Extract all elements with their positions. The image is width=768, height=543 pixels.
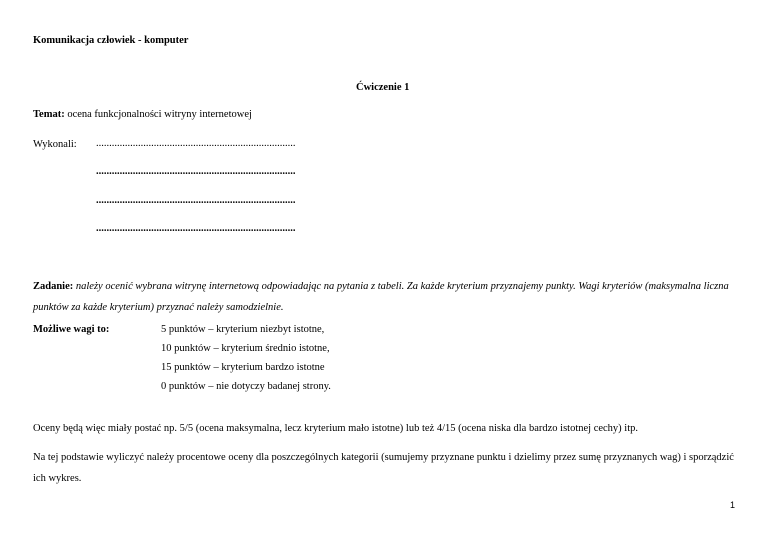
basis-paragraph: Na tej podstawie wyliczyć należy procentowe oceny dla poszczególnych kategorii (sumujemy przyznane punktu i dzielimy przez sumę przyznanych wag) i sporządzić ich wykres. — [33, 452, 734, 484]
topic-label: Temat: — [33, 109, 65, 120]
author-line-4: ............................................................................ — [96, 223, 296, 234]
author-line-2: ............................................................................ — [96, 166, 296, 177]
topic-text: ocena funkcjonalności witryny internetowej — [64, 109, 252, 120]
author-line-3: ............................................................................ — [96, 195, 296, 206]
task-text: należy ocenić wybrana witrynę internetową odpowiadając na pytania z tabeli. Za każde kryterium przyznajemy punkty. Wagi kryteriów (maksymalna liczna punktów za każde kryterium) przyznać należy samodzielnie. — [33, 281, 729, 313]
weights-label: Możliwe wagi to: — [33, 324, 110, 335]
author-line-1: ............................................................................ — [96, 138, 296, 149]
course-title: Komunikacja człowiek - komputer — [33, 35, 189, 46]
weight-item: 10 punktów – kryterium średnio istotne, — [161, 343, 330, 354]
grades-paragraph: Oceny będą więc miały postać np. 5/5 (ocena maksymalna, lecz kryterium mało istotne) lub też 4/15 (ocena niska dla bardzo istotnej cechy) itp. — [33, 423, 639, 434]
page-number: 1 — [730, 500, 736, 510]
topic-line — [33, 109, 252, 120]
authors-label: Wykonali: — [33, 139, 77, 150]
weight-item: 5 punktów – kryterium niezbyt istotne, — [161, 324, 325, 335]
task-paragraph — [33, 276, 738, 318]
weight-item: 0 punktów – nie dotyczy badanej strony. — [161, 381, 331, 392]
task-label: Zadanie: — [33, 281, 74, 292]
weight-item: 15 punktów – kryterium bardzo istotne — [161, 362, 325, 373]
exercise-title: Ćwiczenie 1 — [356, 82, 410, 93]
